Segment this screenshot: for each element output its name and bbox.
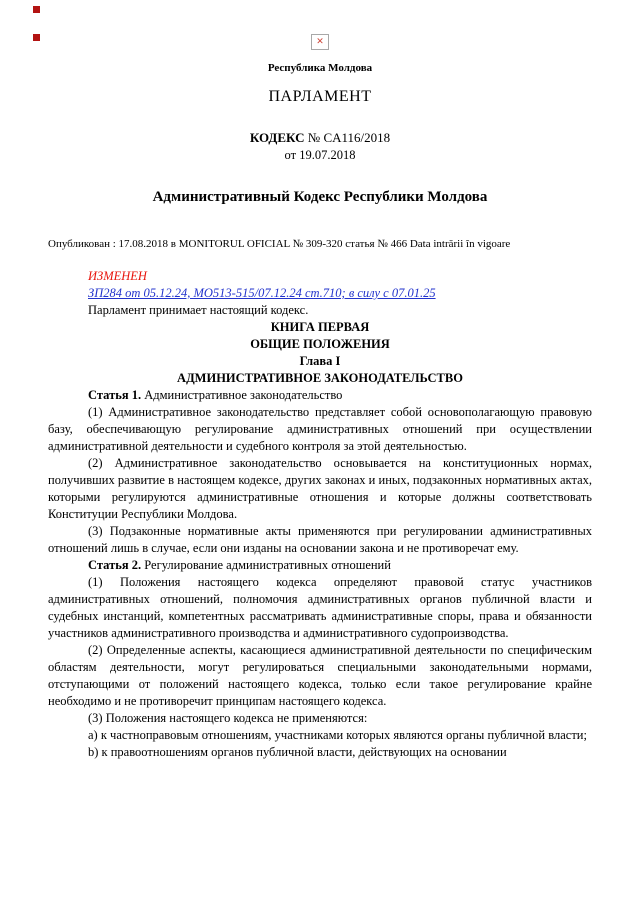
country-name: Республика Молдова [267,62,373,74]
article-1-paragraph-1: (1) Административное законодательство представляет собой основополагающую правовую базу, обеспечивающую регулирование административных отношений при осуществлении административной деятельности и судебного контроля за этой деятельностью. [48,405,592,453]
chapter-title-heading: АДМИНИСТРАТИВНОЕ ЗАКОНОДАТЕЛЬСТВО [177,371,463,385]
broken-image-icon [311,34,329,50]
enactment-line: Парламент принимает настоящий кодекс. [88,303,309,317]
red-square-marker-icon [33,34,40,41]
article-1-paragraph-2: (2) Административное законодательство основывается на конституционных нормах, получивших развитие в настоящем кодексе, других законах и иных, подзаконных нормативных актах, которыми регулируются административные отношения и которые должны соответствовать Конституции Республики Молдова. [48,456,592,521]
article-1-paragraph-3: (3) Подзаконные нормативные акты применяются при регулировании административных отношений лишь в случае, если они изданы на основании закона и не противоречат ему. [48,524,592,555]
red-square-marker-icon [33,6,40,13]
code-number: № CA116/2018 [307,130,391,145]
code-type-label: КОДЕКС [249,130,305,145]
article-2-label: Статья 2. [88,558,142,572]
article-2-paragraph-2: (2) Определенные аспекты, касающиеся административной деятельности по специфическим областям деятельности, могут регулироваться специальными законодательными нормами, отступающими от положений настоящего кодекса, только если такое регулирование крайне необходимо и не противоречит принципам настоящего кодекса. [48,643,592,708]
book-heading: КНИГА ПЕРВАЯ [270,320,370,334]
code-number-line [48,130,592,146]
book-title-heading: ОБЩИЕ ПОЛОЖЕНИЯ [250,337,390,351]
article-2-paragraph-3: (3) Положения настоящего кодекса не применяются: [88,711,368,725]
chapter-heading: Глава I [299,354,341,368]
institution-name: ПАРЛАМЕНТ [268,88,372,105]
article-2-paragraph-1: (1) Положения настоящего кодекса определяют правовой статус участников административных отношений, полномочия административных органов публичной власти и судебных инстанций, компетентных рассматривать административные споры, права и обязанности участников административного производства и административного судопроизводства. [48,575,592,640]
document-title: Административный Кодекс Республики Молдова [152,189,488,205]
article-1-label: Статья 1. [88,388,142,402]
article-2-item-a: a) к частноправовым отношениям, участниками которых являются органы публичной власти; [88,728,587,742]
broken-image-x-icon: ✕ [316,36,324,47]
amendment-link-line [48,285,592,302]
publication-info: Опубликован : 17.08.2018 в MONITORUL OFICIAL № 309-320 статья № 466 Data intrării în vigoare [48,238,511,250]
article-2-item-b: b) к правоотношениям органов публичной власти, действующих на основании [88,745,507,759]
article-2-heading [48,557,592,574]
article-2-title: Регулирование административных отношений [144,558,391,572]
amendment-law-link[interactable]: ЗП284 от 05.12.24, МО513-515/07.12.24 ст.710; в силу с 07.01.25 [88,286,436,300]
code-date: от 19.07.2018 [284,148,356,162]
article-1-heading [48,387,592,404]
article-1-title: Административное законодательство [144,388,343,402]
amendment-status: ИЗМЕНЕН [88,269,147,283]
